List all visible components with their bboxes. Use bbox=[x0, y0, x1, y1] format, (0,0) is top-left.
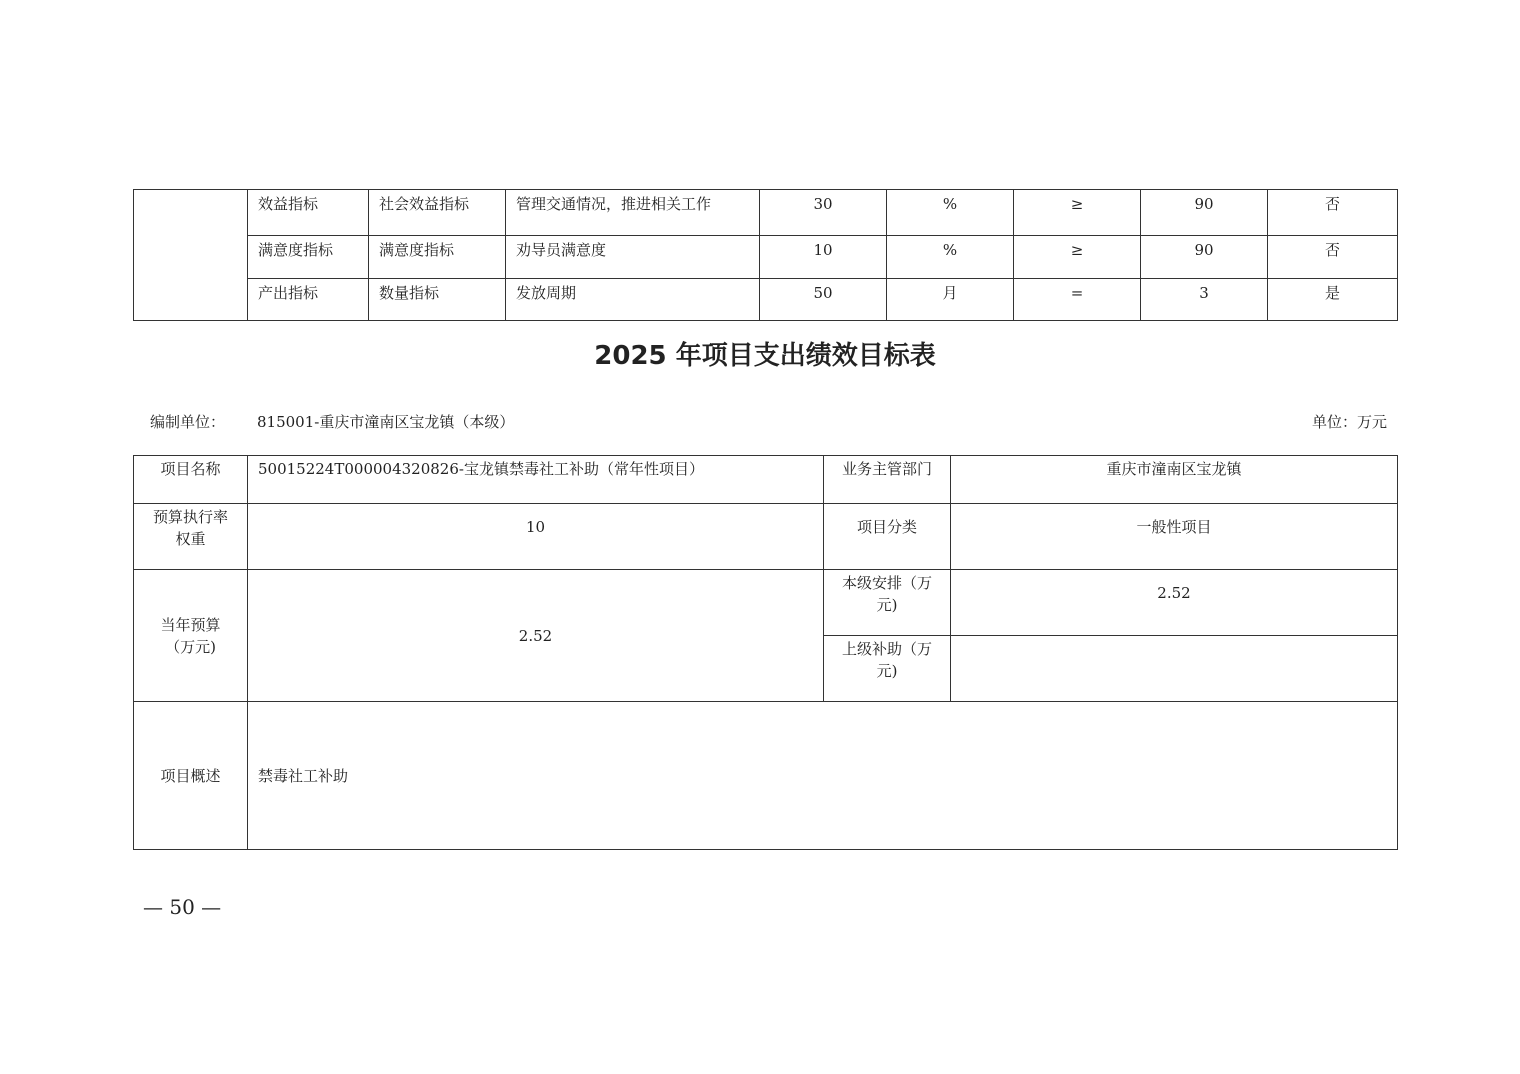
project-info-table bbox=[133, 455, 1398, 850]
budget-label-line2: （万元) bbox=[165, 637, 216, 656]
project-name-label: 项目名称 bbox=[134, 456, 248, 504]
local-arrangement-label bbox=[824, 570, 951, 636]
rate-label-line2: 权重 bbox=[175, 530, 206, 548]
project-name-value: 50015224T000004320826-宝龙镇禁毒社工补助（常年性项目） bbox=[248, 456, 824, 504]
overview-value: 禁毒社工补助 bbox=[248, 702, 1398, 850]
indicator-table-continued bbox=[133, 189, 1398, 321]
rate-label-line1: 预算执行率 bbox=[152, 508, 228, 526]
table-row bbox=[134, 456, 1398, 504]
unit-label: 单位：万元 bbox=[1311, 413, 1387, 431]
cell-level1: 效益指标 bbox=[248, 190, 369, 236]
table-row bbox=[134, 236, 1398, 279]
merged-category-cell bbox=[134, 190, 248, 321]
upper-subsidy-label bbox=[824, 636, 951, 702]
cell-level2: 社会效益指标 bbox=[369, 190, 506, 236]
cell-weight: 10 bbox=[760, 236, 887, 279]
cell-operator: ≥ bbox=[1014, 236, 1141, 279]
table-row bbox=[134, 279, 1398, 321]
table-row bbox=[134, 190, 1398, 236]
cell-unit: % bbox=[887, 190, 1014, 236]
rate-label bbox=[134, 504, 248, 570]
org-label: 编制单位： bbox=[150, 413, 226, 431]
dept-value: 重庆市潼南区宝龙镇 bbox=[951, 456, 1398, 504]
cell-target: 90 bbox=[1141, 236, 1268, 279]
page-title: 2025 年项目支出绩效目标表 bbox=[594, 341, 936, 371]
upper-subsidy-value bbox=[951, 636, 1398, 702]
local-label-line2: 元) bbox=[876, 596, 898, 614]
budget-label bbox=[134, 570, 248, 702]
local-label-line1: 本级安排（万 bbox=[841, 574, 932, 592]
cell-indicator: 管理交通情况，推进相关工作 bbox=[506, 190, 760, 236]
cell-level1: 满意度指标 bbox=[248, 236, 369, 279]
cell-indicator: 劝导员满意度 bbox=[506, 236, 760, 279]
budget-label-line1: 当年预算 bbox=[160, 615, 221, 634]
cell-level2: 满意度指标 bbox=[369, 236, 506, 279]
cell-flag: 否 bbox=[1268, 236, 1398, 279]
category-label: 项目分类 bbox=[824, 504, 951, 570]
overview-label: 项目概述 bbox=[134, 702, 248, 850]
cell-flag: 是 bbox=[1268, 279, 1398, 321]
cell-level2: 数量指标 bbox=[369, 279, 506, 321]
cell-flag: 否 bbox=[1268, 190, 1398, 236]
cell-operator: ≥ bbox=[1014, 190, 1141, 236]
upper-label-line2: 元) bbox=[876, 662, 898, 680]
local-arrangement-value: 2.52 bbox=[951, 570, 1398, 636]
cell-target: 90 bbox=[1141, 190, 1268, 236]
org-value: 815001-重庆市潼南区宝龙镇（本级） bbox=[257, 413, 515, 431]
cell-level1: 产出指标 bbox=[248, 279, 369, 321]
cell-operator: = bbox=[1014, 279, 1141, 321]
table-row bbox=[134, 570, 1398, 636]
page-number: — 50 — bbox=[143, 895, 222, 919]
rate-value: 10 bbox=[248, 504, 824, 570]
cell-unit: % bbox=[887, 236, 1014, 279]
cell-weight: 30 bbox=[760, 190, 887, 236]
budget-value: 2.52 bbox=[248, 570, 824, 702]
cell-target: 3 bbox=[1141, 279, 1268, 321]
table-row bbox=[134, 504, 1398, 570]
table-row bbox=[134, 702, 1398, 850]
cell-weight: 50 bbox=[760, 279, 887, 321]
upper-label-line1: 上级补助（万 bbox=[841, 640, 932, 658]
cell-indicator: 发放周期 bbox=[506, 279, 760, 321]
dept-label: 业务主管部门 bbox=[824, 456, 951, 504]
category-value: 一般性项目 bbox=[951, 504, 1398, 570]
cell-unit: 月 bbox=[887, 279, 1014, 321]
